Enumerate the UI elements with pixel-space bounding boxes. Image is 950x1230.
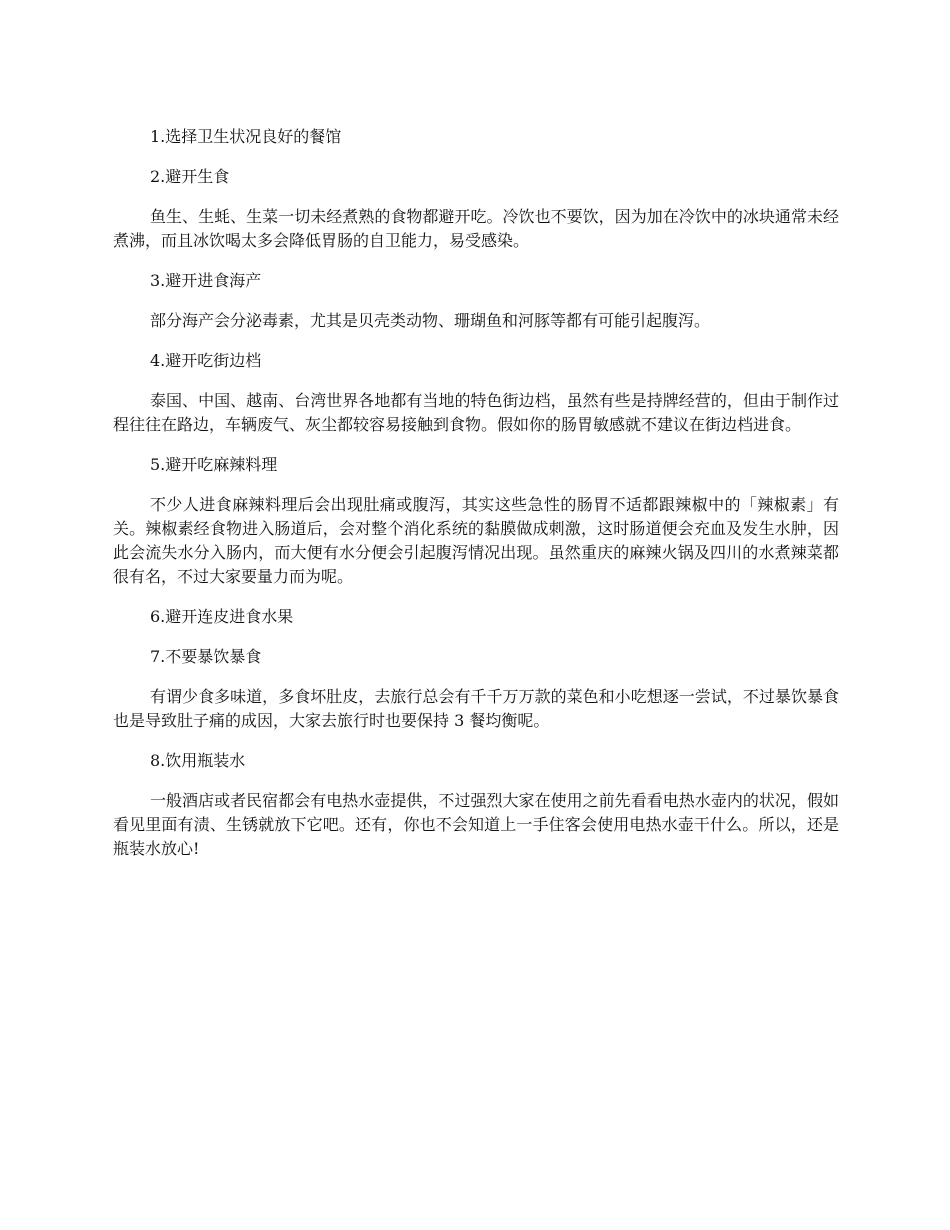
section-heading-3: 3.避开进食海产 <box>150 271 262 290</box>
section-paragraph-5: 不少人进食麻辣料理后会出现肚痛或腹泻，其实这些急性的肠胃不适都跟辣椒中的「辣椒素」有关。辣椒素经食物进入肠道后，会对整个消化系统的黏膜做成刺激，这时肠道便会充血及发生水肿，因此会流失水分入肠内，而大便有水分便会引起腹泻情况出现。虽然重庆的麻辣火锅及四川的水煮辣菜都很有名，不过大家要量力而为呢。 <box>113 495 839 586</box>
section-paragraph-7: 有谓少食多味道，多食坏肚皮，去旅行总会有千千万万款的菜色和小吃想逐一尝试，不过暴饮暴食也是导致肚子痛的成因，大家去旅行时也要保持 3 餐均衡呢。 <box>113 687 839 730</box>
section-paragraph-8: 一般酒店或者民宿都会有电热水壶提供，不过强烈大家在使用之前先看看电热水壶内的状况，假如看见里面有渍、生锈就放下它吧。还有，你也不会知道上一手住客会使用电热水壶干什么。所以，还是瓶装水放心! <box>113 791 839 858</box>
section-heading-8: 8.饮用瓶装水 <box>150 751 246 770</box>
section-heading-2: 2.避开生食 <box>150 167 230 186</box>
section-heading-6: 6.避开连皮进食水果 <box>150 607 294 626</box>
section-heading-7: 7.不要暴饮暴食 <box>150 647 262 666</box>
section-paragraph-4: 泰国、中国、越南、台湾世界各地都有当地的特色街边档，虽然有些是持牌经营的，但由于制作过程往往在路边，车辆废气、灰尘都较容易接触到食物。假如你的肠胃敏感就不建议在街边档进食。 <box>113 391 839 434</box>
section-paragraph-3: 部分海产会分泌毒素，尤其是贝壳类动物、珊瑚鱼和河豚等都有可能引起腹泻。 <box>150 311 711 330</box>
section-paragraph-2: 鱼生、生蚝、生菜一切未经煮熟的食物都避开吃。冷饮也不要饮，因为加在冷饮中的冰块通常未经煮沸，而且冰饮喝太多会降低胃肠的自卫能力，易受感染。 <box>113 207 839 250</box>
section-heading-5: 5.避开吃麻辣料理 <box>150 455 278 474</box>
section-heading-4: 4.避开吃街边档 <box>150 351 262 370</box>
section-heading-1: 1.选择卫生状况良好的餐馆 <box>150 127 342 146</box>
document-page <box>113 125 839 877</box>
